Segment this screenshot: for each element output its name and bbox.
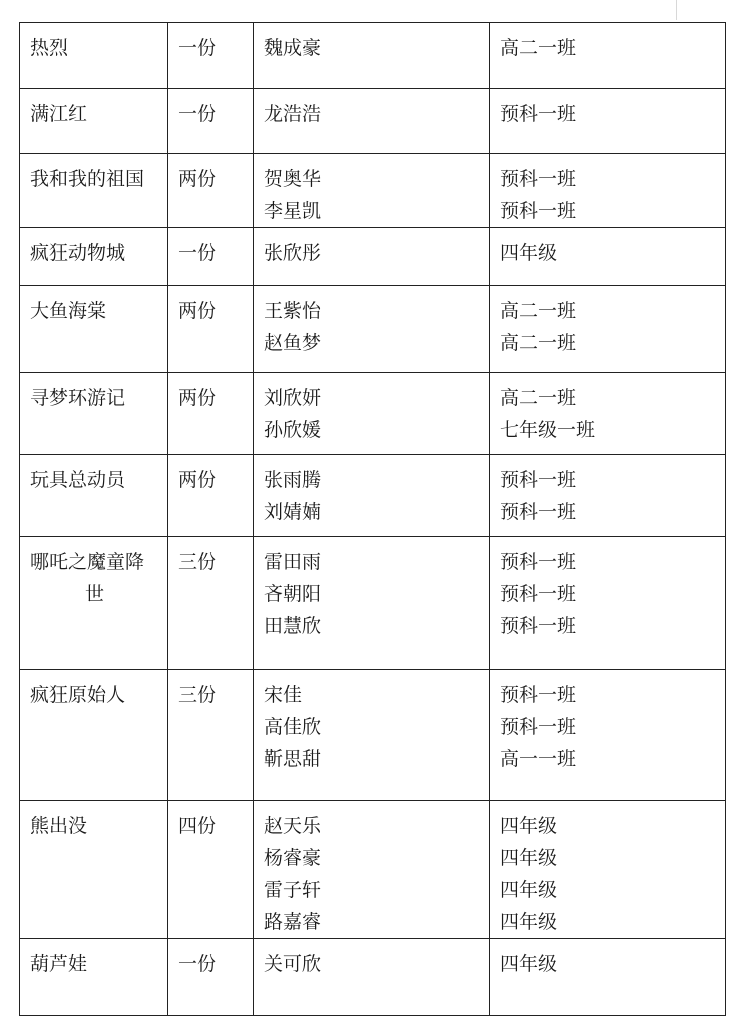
student-class: 预科一班: [500, 168, 577, 190]
student-name: 刘欣妍: [264, 387, 322, 409]
student-names-cell: [254, 228, 490, 286]
student-classes-cell: [490, 455, 726, 537]
film-title-cell: [20, 228, 168, 286]
film-title-cell: [20, 373, 168, 455]
student-name: 田慧欣: [264, 615, 322, 637]
film-title: 大鱼海棠: [30, 300, 107, 322]
film-title: 我和我的祖国: [30, 168, 145, 190]
copies-count: 一份: [178, 103, 217, 125]
student-classes-cell: [490, 23, 726, 89]
table-row: [20, 537, 726, 670]
film-title: 寻梦环游记: [30, 387, 126, 409]
copies-cell: [168, 373, 254, 455]
copies-cell: [168, 154, 254, 228]
student-names-cell: [254, 154, 490, 228]
copies-count: 一份: [178, 242, 217, 264]
student-name: 张雨腾: [264, 469, 322, 491]
student-names-cell: [254, 286, 490, 373]
film-title-cell: [20, 23, 168, 89]
student-name: 刘婧婻: [264, 501, 322, 523]
student-name: 李星凯: [264, 200, 322, 222]
student-class: 四年级: [500, 911, 558, 933]
copies-cell: [168, 670, 254, 801]
table-row: [20, 939, 726, 1016]
table-row: [20, 228, 726, 286]
student-class: 高二一班: [500, 387, 577, 409]
student-class: 预科一班: [500, 200, 577, 222]
student-names-cell: [254, 455, 490, 537]
student-class: 预科一班: [500, 469, 577, 491]
student-class: 四年级: [500, 847, 558, 869]
page-corner-mark: [676, 0, 677, 20]
student-name: 宋佳: [264, 684, 303, 706]
student-names-cell: [254, 537, 490, 670]
copies-cell: [168, 286, 254, 373]
copies-count: 两份: [178, 387, 217, 409]
student-class: 预科一班: [500, 103, 577, 125]
copies-count: 两份: [178, 300, 217, 322]
copies-cell: [168, 228, 254, 286]
student-classes-cell: [490, 801, 726, 939]
film-title: 满江红: [30, 103, 88, 125]
table-row: [20, 373, 726, 455]
copies-count: 四份: [178, 815, 217, 837]
film-title-cell: [20, 286, 168, 373]
student-classes-cell: [490, 154, 726, 228]
student-classes-cell: [490, 228, 726, 286]
student-name: 关可欣: [264, 953, 322, 975]
student-class: 高二一班: [500, 332, 577, 354]
film-title-cell: [20, 154, 168, 228]
copies-count: 两份: [178, 469, 217, 491]
table-row: [20, 455, 726, 537]
film-title: 哪吒之魔童降 世: [30, 551, 145, 605]
table-row: [20, 89, 726, 154]
student-classes-cell: [490, 670, 726, 801]
student-class: 预科一班: [500, 583, 577, 605]
student-name: 赵天乐: [264, 815, 322, 837]
student-name: 吝朝阳: [264, 583, 322, 605]
student-names-cell: [254, 801, 490, 939]
student-names-cell: [254, 23, 490, 89]
student-class: 预科一班: [500, 551, 577, 573]
student-name: 魏成豪: [264, 37, 322, 59]
film-roster-table: [19, 22, 726, 1016]
student-name: 孙欣媛: [264, 419, 322, 441]
copies-count: 三份: [178, 684, 217, 706]
student-class: 预科一班: [500, 501, 577, 523]
student-name: 杨睿豪: [264, 847, 322, 869]
student-names-cell: [254, 670, 490, 801]
student-name: 王紫怡: [264, 300, 322, 322]
student-class: 高一一班: [500, 748, 577, 770]
roster-body: [20, 23, 726, 1016]
student-class: 预科一班: [500, 716, 577, 738]
table-row: [20, 286, 726, 373]
film-title: 疯狂原始人: [30, 684, 126, 706]
copies-cell: [168, 455, 254, 537]
film-title-cell: [20, 89, 168, 154]
copies-cell: [168, 23, 254, 89]
film-title-cell: [20, 670, 168, 801]
copies-count: 一份: [178, 953, 217, 975]
student-class: 四年级: [500, 953, 558, 975]
student-name: 高佳欣: [264, 716, 322, 738]
film-title: 疯狂动物城: [30, 242, 126, 264]
student-name: 龙浩浩: [264, 103, 322, 125]
student-classes-cell: [490, 89, 726, 154]
student-classes-cell: [490, 537, 726, 670]
student-class: 预科一班: [500, 615, 577, 637]
student-name: 张欣彤: [264, 242, 322, 264]
copies-cell: [168, 89, 254, 154]
student-names-cell: [254, 939, 490, 1016]
student-name: 靳思甜: [264, 748, 322, 770]
copies-cell: [168, 537, 254, 670]
copies-count: 两份: [178, 168, 217, 190]
table-row: [20, 670, 726, 801]
student-class: 高二一班: [500, 300, 577, 322]
student-class: 四年级: [500, 879, 558, 901]
copies-count: 一份: [178, 37, 217, 59]
student-classes-cell: [490, 939, 726, 1016]
film-title: 葫芦娃: [30, 953, 88, 975]
student-name: 贺奥华: [264, 168, 322, 190]
film-title: 玩具总动员: [30, 469, 126, 491]
student-names-cell: [254, 373, 490, 455]
student-name: 雷子轩: [264, 879, 322, 901]
film-title: 熊出没: [30, 815, 88, 837]
table-row: [20, 154, 726, 228]
student-name: 雷田雨: [264, 551, 322, 573]
student-class: 七年级一班: [500, 419, 596, 441]
film-title-cell: [20, 939, 168, 1016]
table-row: [20, 23, 726, 89]
student-name: 赵鱼梦: [264, 332, 322, 354]
film-title-cell: [20, 537, 168, 670]
film-title-cell: [20, 801, 168, 939]
copies-cell: [168, 939, 254, 1016]
student-class: 预科一班: [500, 684, 577, 706]
film-title-cell: [20, 455, 168, 537]
student-class: 四年级: [500, 242, 558, 264]
table-row: [20, 801, 726, 939]
student-classes-cell: [490, 286, 726, 373]
student-classes-cell: [490, 373, 726, 455]
student-names-cell: [254, 89, 490, 154]
student-class: 高二一班: [500, 37, 577, 59]
student-name: 路嘉睿: [264, 911, 322, 933]
student-class: 四年级: [500, 815, 558, 837]
film-title: 热烈: [30, 37, 69, 59]
copies-count: 三份: [178, 551, 217, 573]
copies-cell: [168, 801, 254, 939]
